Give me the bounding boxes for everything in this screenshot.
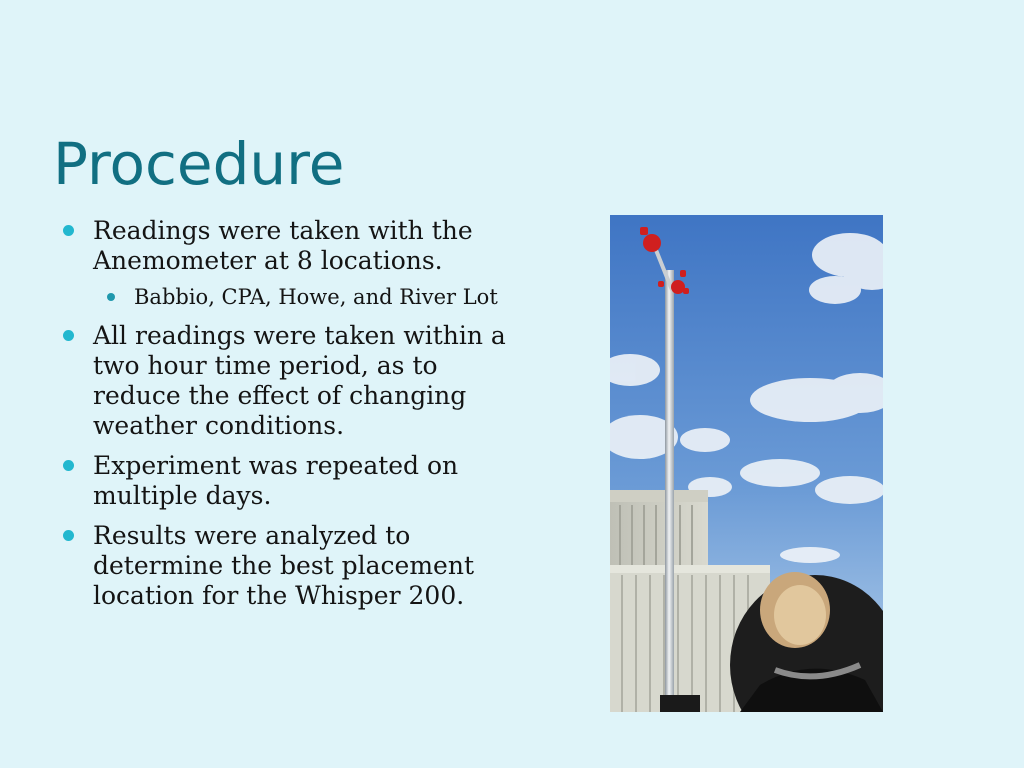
bullet-text: All readings were taken within a two hour time period, as to reduce the effect of changing weather conditions. xyxy=(93,321,506,440)
sub-bullet-dot-icon xyxy=(107,293,115,301)
sub-bullet-item xyxy=(93,284,532,311)
bullet-list xyxy=(62,216,532,621)
anemometer-photo xyxy=(610,215,883,712)
slide-title: Procedure xyxy=(53,130,345,198)
bullet-text: Readings were taken with the Anemometer at 8 locations. xyxy=(93,216,473,275)
bullet-item xyxy=(62,521,532,611)
sub-bullet-list xyxy=(93,284,532,311)
bullet-item xyxy=(62,451,532,511)
bullet-dot-icon xyxy=(63,460,74,471)
bullet-dot-icon xyxy=(63,330,74,341)
bullet-item xyxy=(62,216,532,311)
bullet-dot-icon xyxy=(63,225,74,236)
bullet-dot-icon xyxy=(63,530,74,541)
sub-bullet-text: Babbio, CPA, Howe, and River Lot xyxy=(134,285,498,309)
bullet-text: Results were analyzed to determine the best placement location for the Whisper 200. xyxy=(93,521,474,610)
bullet-text: Experiment was repeated on multiple days. xyxy=(93,451,459,510)
bullet-item xyxy=(62,321,532,441)
